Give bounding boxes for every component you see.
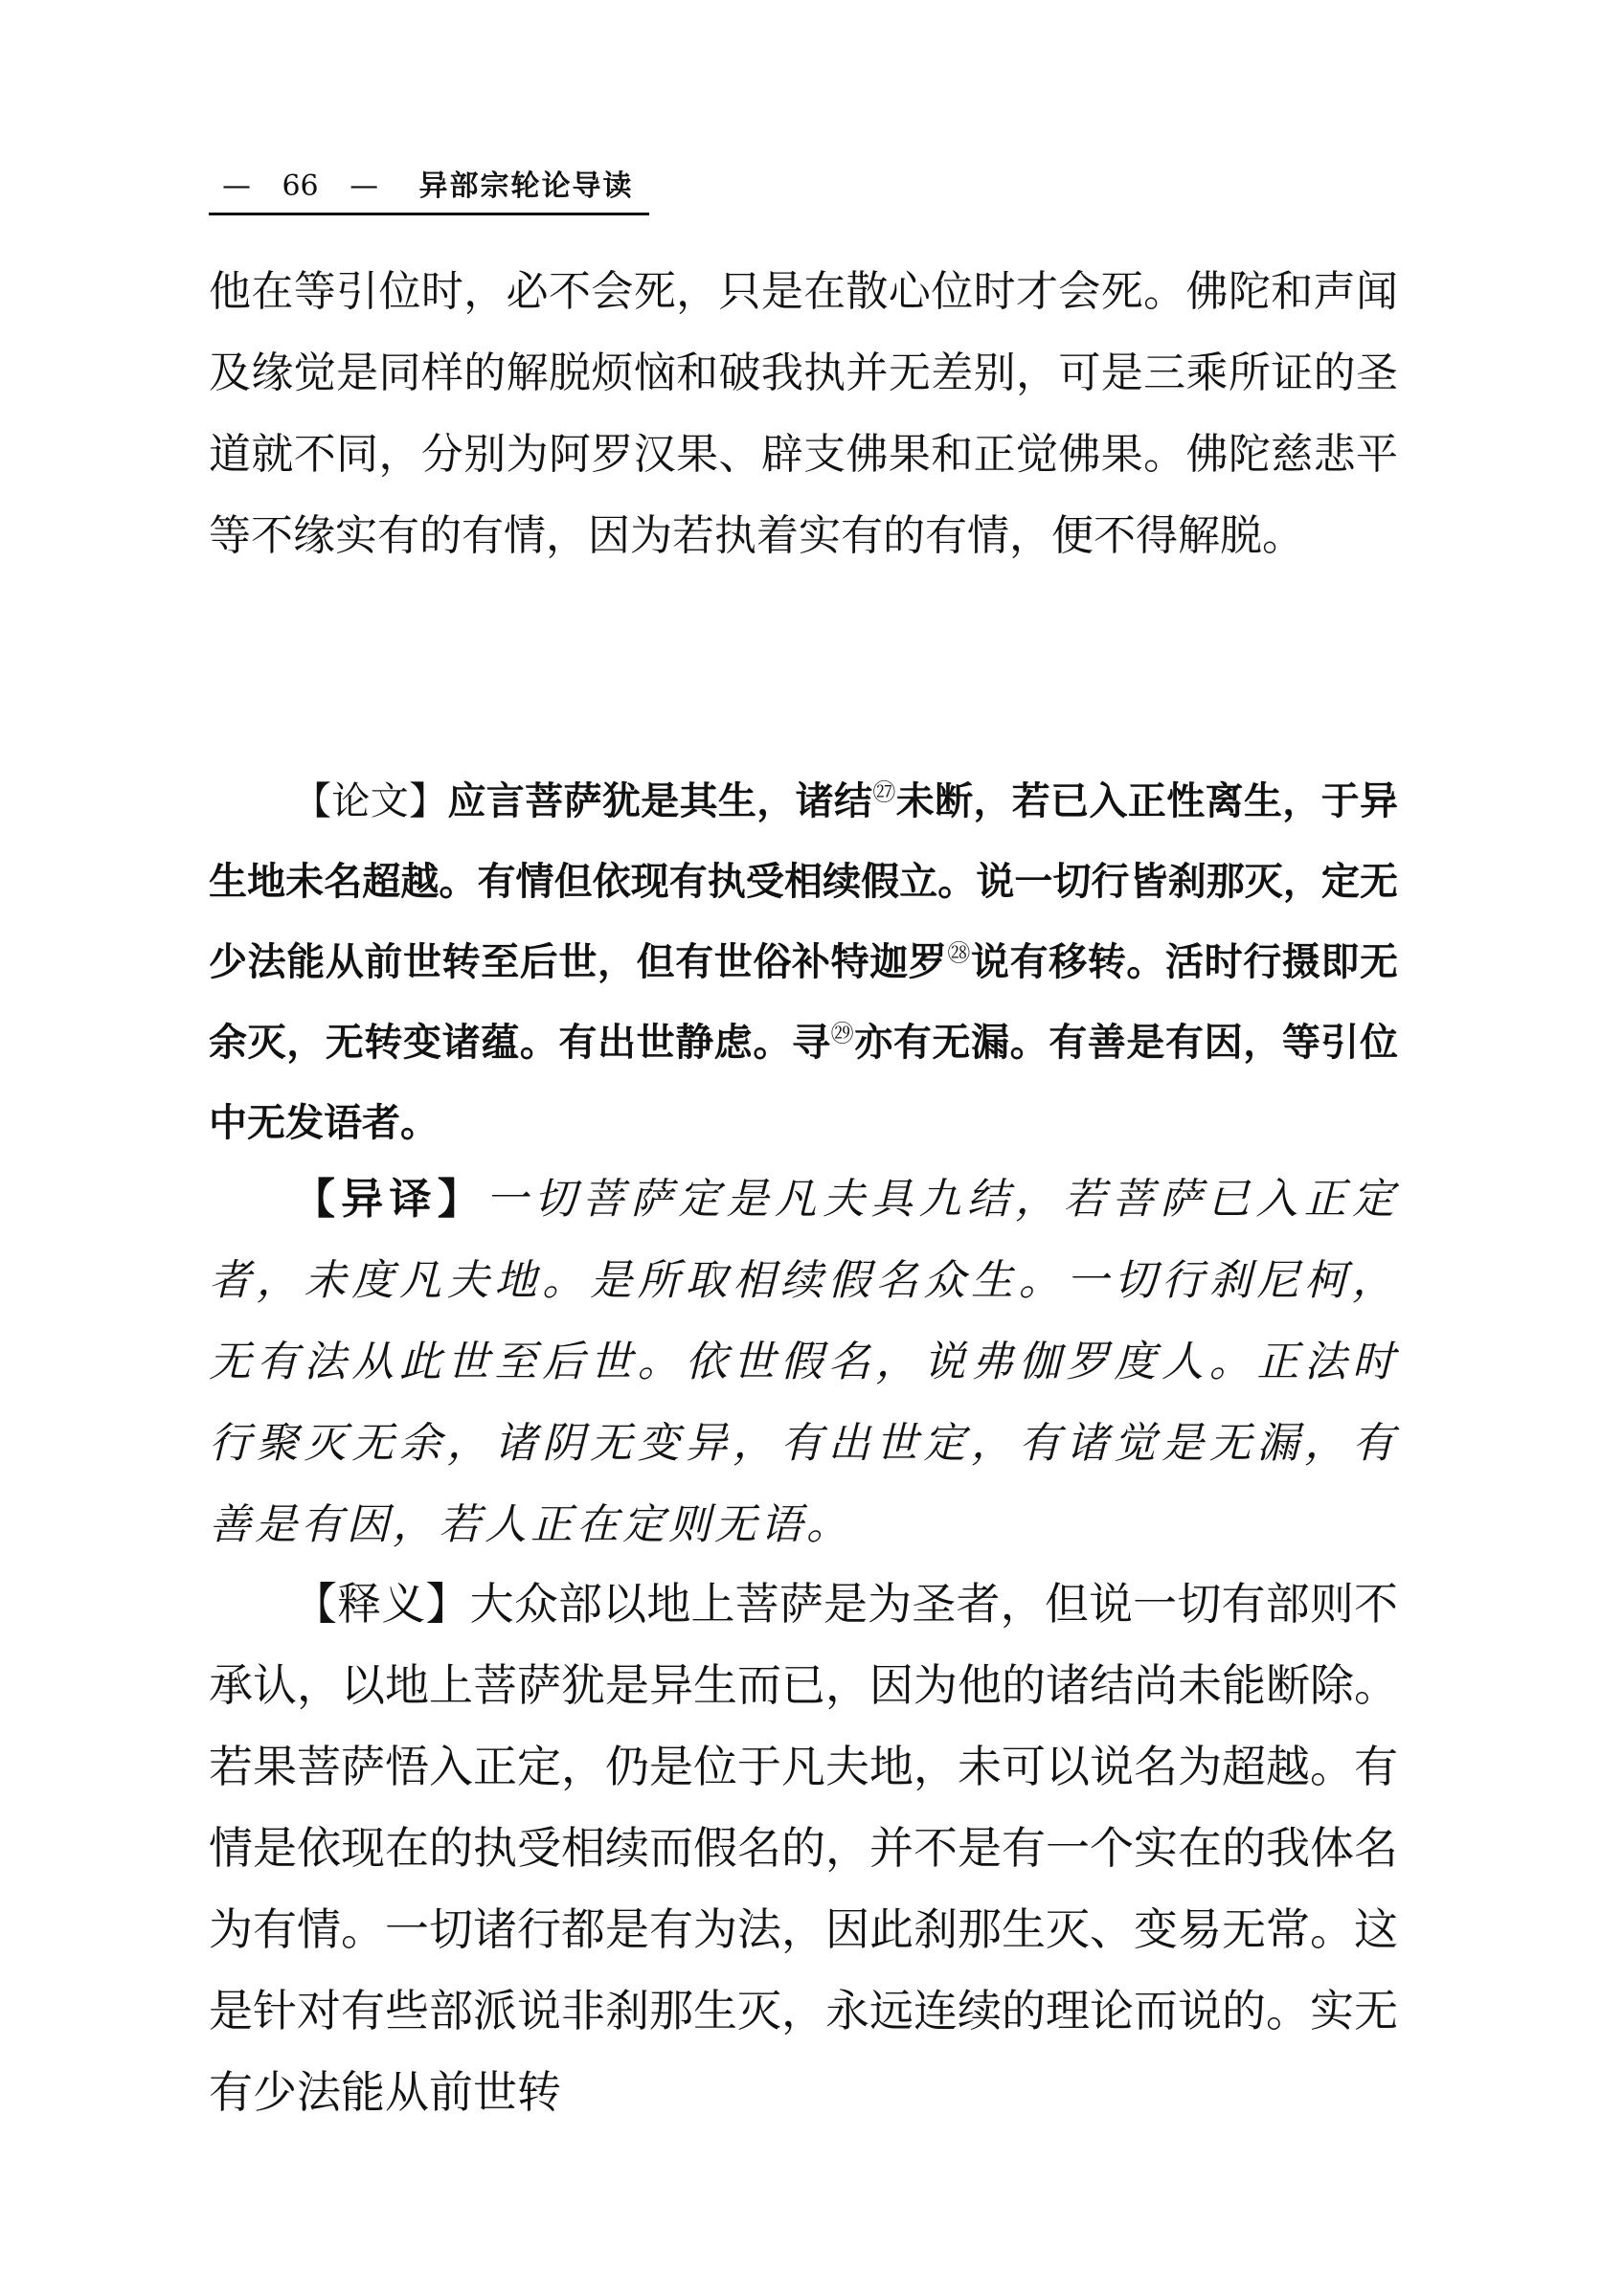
yiyi-text: 一切菩萨定是凡夫具九结，若菩萨已入正定者，未度凡夫地。是所取相续假名众生。一切行刹尼柯，无有法从此世至后世。依世假名，说弗伽罗度人。正法时行聚灭无余，诸阴无变异，有出世定，有诸觉是无漏，有善是有因，若人正在定则无语。: [209, 1175, 1399, 1549]
lunwen-text-4: 亦有无漏。有善是有因，等引位中无发语者。: [209, 1021, 1399, 1145]
lunwen-text-3: 说有移转。活时行摄即无余灭，无转变诸蕴。有出世静虑。寻: [209, 940, 1399, 1065]
footnote-marker-28: ㉘: [947, 939, 972, 967]
lunwen-text-2: 未断，若已入正性离生，于异生地未名超越。有情但依现有执受相续假立。说一切行皆刹那灭，定无少法能从前世转至后世，但有世俗补特迦罗: [209, 779, 1399, 984]
shiyi-paragraph: [209, 1564, 1398, 2133]
page-number: 66: [282, 169, 319, 203]
shiyi-text: 大众部以地上菩萨是为圣者，但说一切有部则不承认，以地上菩萨犹是异生而已，因为他的诸结尚未能断除。若果菩萨悟入正定，仍是位于凡夫地，未可以说名为超越。有情是依现在的执受相续而假名的，并不是有一个实在的我体名为有情。一切诸行都是有为法，因此刹那生灭、变易无常。这是针对有些部派说非刹那生灭，永远连续的理论而说的。实无有少法能从前世转: [209, 1578, 1399, 2118]
intro-paragraph: 他在等引位时，必不会死，只是在散心位时才会死。佛陀和声闻及缘觉是同样的解脱烦恼和破我执并无差别，可是三乘所证的圣道就不同，分别为阿罗汉果、辟支佛果和正觉佛果。佛陀慈悲平等不缘实有的有情，因为若执着实有的有情，便不得解脱。: [209, 267, 1398, 560]
running-header: [209, 165, 649, 215]
yiyi-paragraph: [209, 1159, 1398, 1565]
footnote-marker-27: ㉗: [872, 778, 896, 806]
footnote-marker-29: ㉙: [830, 1020, 855, 1047]
lunwen-paragraph: [209, 761, 1398, 1163]
book-title: 异部宗轮论导读: [418, 169, 634, 203]
header-dash-right: —: [350, 169, 379, 203]
shiyi-tag: 【释义】: [293, 1578, 470, 1630]
lunwen-tag: 【论文】: [293, 779, 448, 823]
header-dash-left: —: [222, 169, 251, 203]
lunwen-text-1: 应言菩萨犹是其生，诸结: [447, 779, 873, 823]
yiyi-tag: 【异译】: [293, 1175, 486, 1224]
